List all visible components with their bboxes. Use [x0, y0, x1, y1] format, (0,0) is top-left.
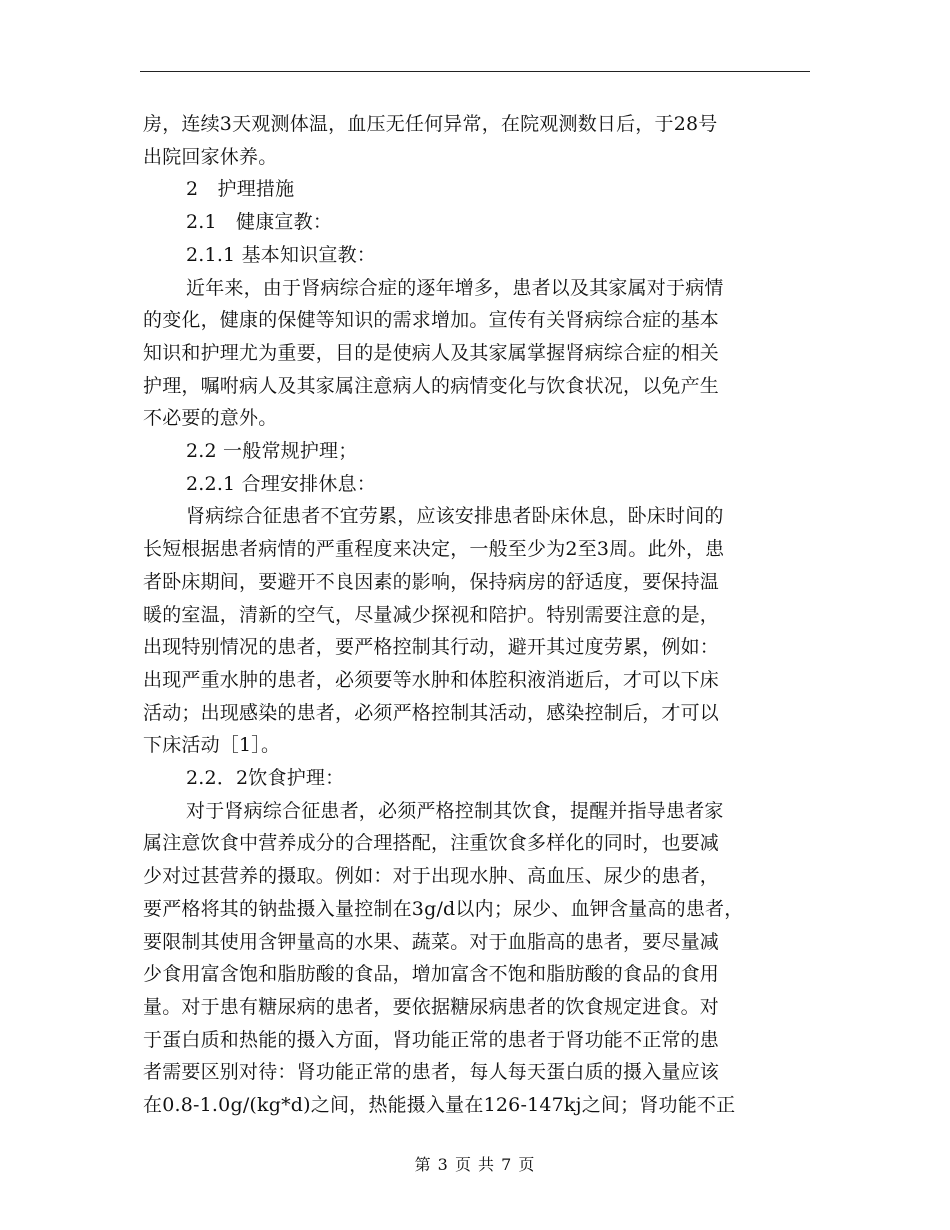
- text-line: 要限制其使用含钾量高的水果、蔬菜。对于血脂高的患者，要尽量减: [143, 930, 720, 953]
- text-line: 出现严重水肿的患者，必须要等水肿和体腔积液消逝后，才可以下床: [143, 668, 720, 691]
- text-line: 出院回家休养。: [143, 145, 278, 168]
- header-rule: [140, 71, 810, 72]
- text-line: 属注意饮食中营养成分的合理搭配，注重饮食多样化的同时，也要减: [143, 832, 720, 855]
- text-line: 下床活动［1］。: [143, 734, 281, 757]
- text-line: 近年来，由于肾病综合症的逐年增多，患者以及其家属对于病情: [186, 276, 724, 299]
- text-line: 的变化，健康的保健等知识的需求增加。宣传有关肾病综合症的基本: [143, 309, 720, 332]
- text-line: 2.2 一般常规护理；: [186, 440, 358, 463]
- text-line: 房，连续3天观测体温，血压无任何异常，在院观测数日后，于28号: [143, 113, 718, 135]
- text-line: 暖的室温，清新的空气，尽量减少探视和陪护。特别需要注意的是，: [143, 603, 720, 626]
- text-line: 要严格将其的钠盐摄入量控制在3g/d以内；尿少、血钾含量高的患者，: [143, 897, 744, 920]
- text-line: 2.1 健康宣教：: [186, 211, 333, 234]
- text-line: 少对过甚营养的摄取。例如：对于出现水肿、高血压、尿少的患者，: [143, 865, 720, 888]
- text-line: 量。对于患有糖尿病的患者，要依据糖尿病患者的饮食规定进食。对: [143, 995, 720, 1018]
- text-line: 2.2.1 合理安排休息：: [186, 472, 376, 495]
- text-line: 肾病综合征患者不宜劳累，应该安排患者卧床休息，卧床时间的: [186, 505, 724, 528]
- text-line: 在0.8-1.0g/(kg*d)之间，热能摄入量在126-147kj之间；肾功能不正: [143, 1094, 736, 1117]
- text-line: 活动；出现感染的患者，必须严格控制其活动，感染控制后，才可以: [143, 701, 720, 724]
- text-line: 者卧床期间，要避开不良因素的影响，保持病房的舒适度，要保持温: [143, 570, 720, 593]
- text-line: 2.2．2饮食护理：: [186, 767, 345, 790]
- text-line: 知识和护理尤为重要，目的是使病人及其家属掌握肾病综合症的相关: [143, 341, 720, 364]
- text-line: 长短根据患者病情的严重程度来决定，一般至少为2至3周。此外，患: [143, 538, 725, 561]
- text-line: 者需要区别对待：肾功能正常的患者，每人每天蛋白质的摄入量应该: [143, 1061, 720, 1084]
- text-line: 少食用富含饱和脂肪酸的食品，增加富含不饱和脂肪酸的食品的食用: [143, 963, 720, 986]
- text-line: 2 护理措施: [186, 178, 295, 201]
- text-line: 对于肾病综合征患者，必须严格控制其饮食，提醒并指导患者家: [186, 799, 724, 822]
- text-line: 不必要的意外。: [143, 407, 278, 430]
- text-line: 于蛋白质和热能的摄入方面，肾功能正常的患者于肾功能不正常的患: [143, 1028, 720, 1051]
- text-line: 2.1.1 基本知识宣教：: [186, 243, 376, 266]
- text-line: 出现特别情况的患者，要严格控制其行动，避开其过度劳累，例如：: [143, 636, 720, 659]
- page-footer: 第 3 页 共 7 页: [414, 1155, 536, 1174]
- document-body: [143, 108, 807, 1122]
- text-line: 护理，嘱咐病人及其家属注意病人的病情变化与饮食状况，以免产生: [143, 374, 720, 397]
